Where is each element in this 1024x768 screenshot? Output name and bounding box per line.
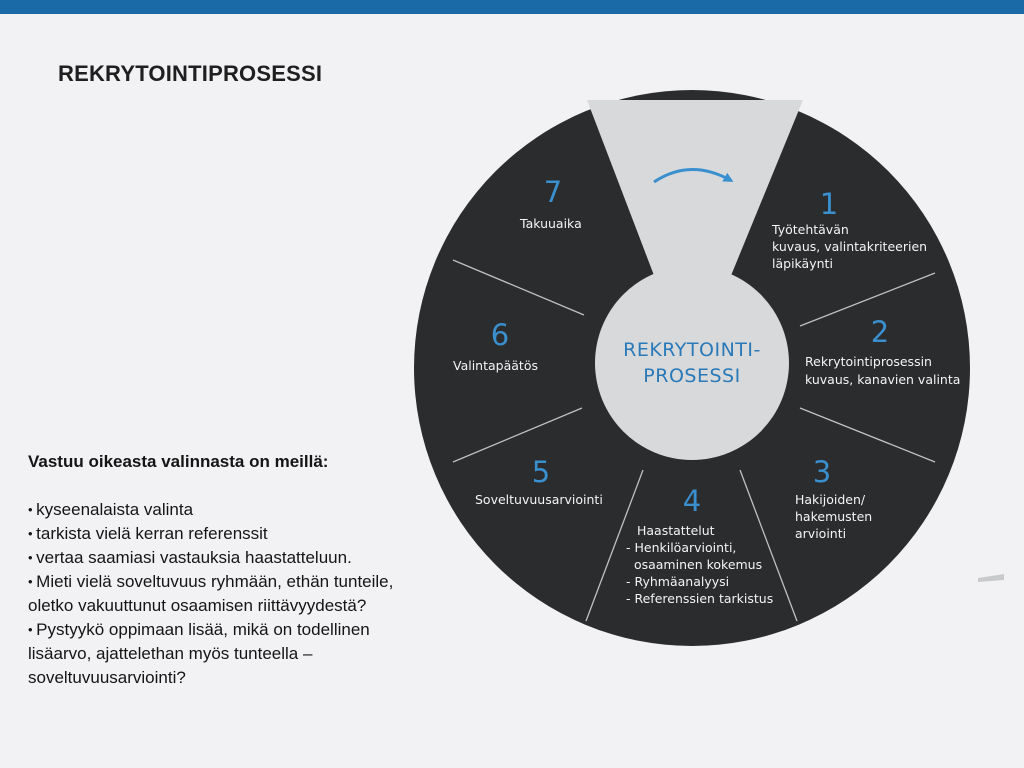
step-label-line: - Referenssien tarkistus <box>626 591 774 606</box>
step-label-line: Haastattelut <box>637 523 715 538</box>
step-label-line: Rekrytointiprosessin <box>805 354 932 369</box>
bullet-item: • Pystyykö oppimaan lisää, mikä on todellinen lisäarvo, ajattelethan myös tunteella – soveltuvuusarviointi? <box>28 618 428 690</box>
step-label-line: - Ryhmäanalyysi <box>626 574 730 589</box>
step-label-line: kuvaus, valintakriteerien <box>772 239 928 254</box>
step-label-line: Soveltuvuusarviointi <box>475 492 603 507</box>
step-number: 7 <box>543 175 563 209</box>
step-number: 1 <box>819 187 839 221</box>
step-label-line: - Henkilöarviointi, <box>626 540 737 555</box>
step-label-line: Takuuaika <box>520 216 582 231</box>
step-number: 4 <box>682 484 702 518</box>
bullet-item: • kyseenalaista valinta <box>28 498 428 522</box>
bullet-item: • Mieti vielä soveltuvuus ryhmään, ethän tunteile, oletko vakuuttunut osaamisen riittävyydestä? <box>28 570 428 618</box>
step-label-line: Hakijoiden/ <box>795 492 866 507</box>
step-label-line: osaaminen kokemus <box>626 557 763 572</box>
step-label-line: arviointi <box>795 526 847 541</box>
center-title-line2: PROSESSI <box>643 365 741 387</box>
step-label-line: Työtehtävän <box>772 222 849 237</box>
bullet-item: • vertaa saamiasi vastauksia haastatteluun. <box>28 546 428 570</box>
step-number: 3 <box>812 455 832 489</box>
bullet-item: • tarkista vielä kerran referenssit <box>28 522 428 546</box>
step-label-line: kuvaus, kanavien valinta <box>805 372 961 387</box>
step-label-line: hakemusten <box>795 509 873 524</box>
page-title: REKRYTOINTIPROSESSI <box>58 61 323 86</box>
step-label-line: Valintapäätös <box>453 358 538 373</box>
step-number: 5 <box>531 455 551 489</box>
center-hub <box>595 266 789 460</box>
step-number: 6 <box>490 318 510 352</box>
step-number: 2 <box>870 315 890 349</box>
decorative-shape <box>978 574 1004 582</box>
step-label-line: läpikäynti <box>772 256 833 271</box>
center-title-line1: REKRYTOINTI- <box>623 339 761 361</box>
responsibility-heading: Vastuu oikeasta valinnasta on meillä: <box>28 452 329 471</box>
